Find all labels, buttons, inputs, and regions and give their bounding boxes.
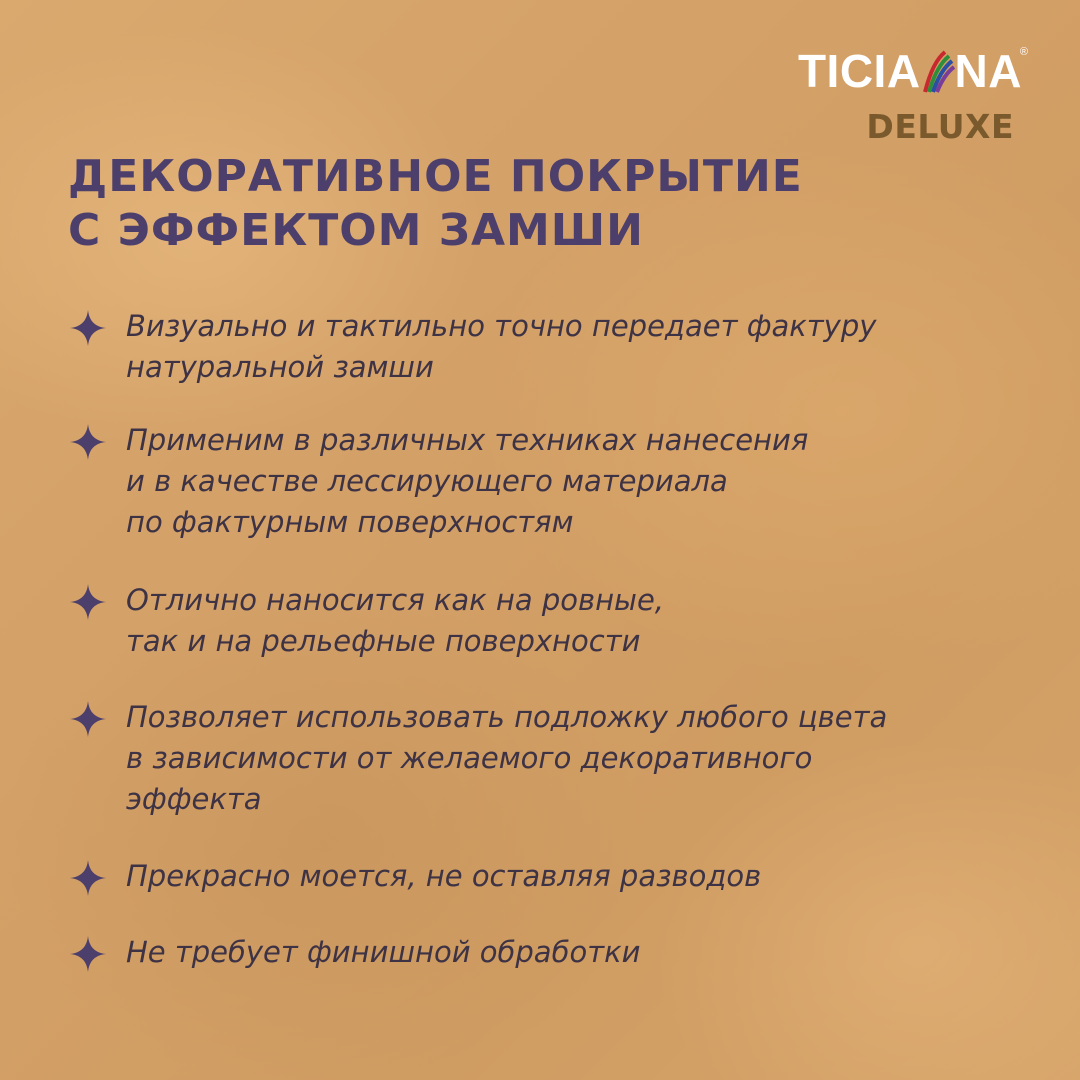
feature-line: натуральной замши	[126, 350, 434, 384]
feature-item	[70, 856, 1030, 897]
feature-line: Прекрасно моется, не оставляя разводов	[126, 859, 762, 893]
four-point-star-icon	[70, 424, 106, 460]
brand-swoosh-icon	[921, 48, 955, 94]
feature-text	[126, 580, 1030, 662]
brand-subline: DELUXE	[866, 107, 1014, 146]
feature-text	[126, 856, 1030, 897]
feature-line: Не требует финишной обработки	[126, 935, 641, 969]
feature-text	[126, 306, 1030, 388]
feature-item	[70, 932, 1030, 973]
feature-line: Позволяет использовать подложку любого цвета	[126, 700, 888, 734]
feature-line: Визуально и тактильно точно передает фактуру	[126, 309, 877, 343]
title-line-2: С ЭФФЕКТОМ ЗАМШИ	[68, 205, 644, 256]
brand-name-right: NA	[954, 45, 1022, 97]
brand-logo	[792, 40, 1028, 152]
page-title	[68, 150, 803, 258]
feature-line: так и на рельефные поверхности	[126, 624, 641, 658]
feature-line: эффекта	[126, 782, 262, 816]
feature-item	[70, 306, 1030, 388]
brand-name-left: TICIA	[797, 45, 921, 97]
feature-line: Отлично наносится как на ровные,	[126, 583, 665, 617]
four-point-star-icon	[70, 584, 106, 620]
title-line-1: ДЕКОРАТИВНОЕ ПОКРЫТИЕ	[68, 151, 803, 202]
feature-item	[70, 580, 1030, 662]
four-point-star-icon	[70, 860, 106, 896]
registered-mark: ®	[1019, 46, 1028, 58]
feature-text	[126, 932, 1030, 973]
feature-line: в зависимости от желаемого декоративного	[126, 741, 813, 775]
feature-line: Применим в различных техниках нанесения	[126, 423, 809, 457]
brand-wordmark	[797, 45, 1022, 97]
feature-line: по фактурным поверхностям	[126, 505, 574, 539]
feature-item	[70, 420, 1030, 543]
feature-item	[70, 697, 1030, 820]
four-point-star-icon	[70, 701, 106, 737]
feature-text	[126, 420, 1030, 543]
four-point-star-icon	[70, 310, 106, 346]
feature-text	[126, 697, 1030, 820]
feature-line: и в качестве лессирующего материала	[126, 464, 728, 498]
four-point-star-icon	[70, 936, 106, 972]
